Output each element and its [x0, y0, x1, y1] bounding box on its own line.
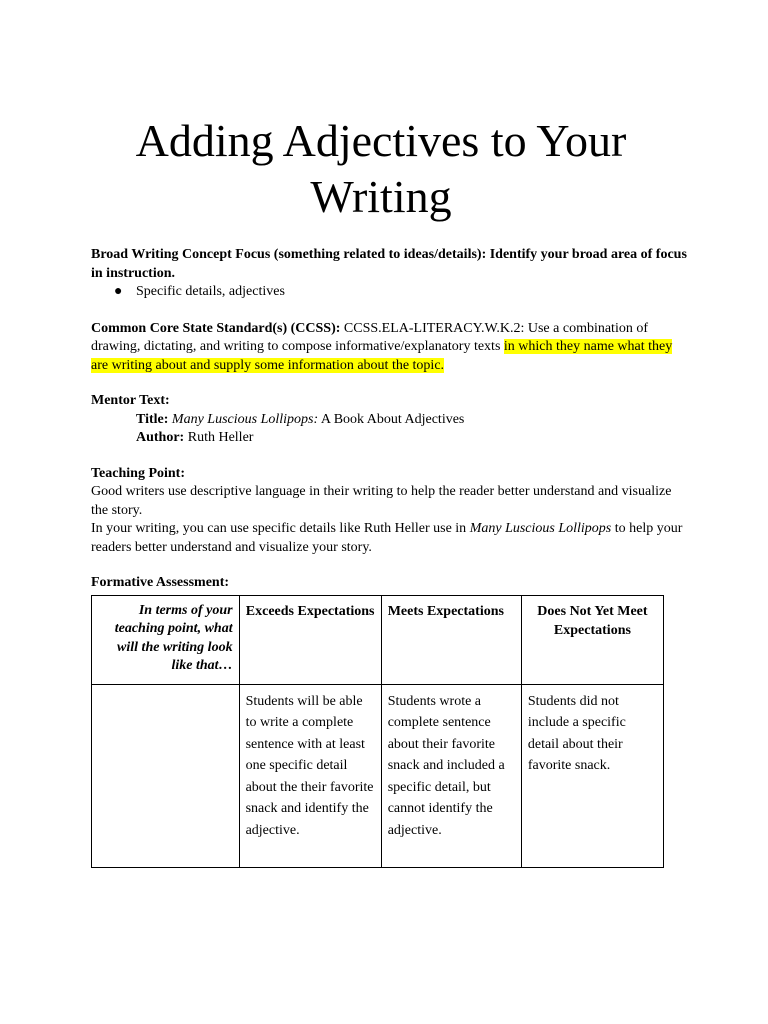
focus-list — [91, 283, 691, 302]
mentor-label: Mentor Text: — [91, 393, 170, 408]
mentor-author-line — [91, 429, 691, 448]
ccss-highlighted-text: in which they name what they are writing about and supply some information about the topic. — [91, 339, 673, 373]
header-cell-meets: Meets Expectations — [381, 595, 521, 684]
mentor-title-rest: A Book About Adjectives — [318, 411, 465, 427]
header-cell-exceeds: Exceeds Expectations — [239, 595, 381, 684]
row-cell-meets: Students wrote a complete sentence about their favorite snack and included a specific detail, but cannot identify the adjective. — [381, 684, 521, 867]
mentor-section — [91, 392, 691, 448]
ccss-label: Common Core State Standard(s) (CCSS): — [91, 320, 341, 336]
teaching-line-2-start: In your writing, you can use specific details like Ruth Heller use in — [91, 521, 470, 536]
mentor-title-italic: Many Luscious Lollipops: — [171, 411, 319, 427]
mentor-author-label: Author: — [136, 430, 185, 445]
ccss-text: CCSS.ELA-LITERACY.W.K.2: Use a combination of drawing, dictating, and writing to compose informative/explanatory texts — [91, 320, 649, 354]
bullet-icon: ● — [114, 284, 123, 299]
teaching-label: Teaching Point: — [91, 465, 185, 481]
row-cell-not-yet: Students did not include a specific detail about their favorite snack. — [521, 684, 663, 867]
header-cell-not-yet: Does Not Yet Meet Expectations — [521, 595, 663, 684]
teaching-section — [91, 465, 691, 558]
header-cell-criteria: In terms of your teaching point, what will the writing look like that… — [92, 595, 240, 684]
row-cell-exceeds: Students will be able to write a complete sentence with at least one specific detail about the their favorite snack and identify the adjective. — [239, 684, 381, 867]
focus-section — [91, 246, 691, 302]
teaching-line-2 — [91, 520, 691, 557]
table-header-row — [92, 595, 664, 684]
mentor-title-label: Title: — [136, 411, 169, 427]
document-page — [91, 0, 691, 868]
row-cell-criteria — [92, 684, 240, 867]
mentor-title-line — [91, 411, 691, 430]
focus-bullet-text: Specific details, adjectives — [136, 284, 285, 299]
formative-label: Formative Assessment: — [91, 575, 230, 590]
teaching-line-2-end: to help your readers better understand and visualize your story. — [91, 521, 683, 555]
rubric-table — [91, 595, 664, 868]
document-title: Adding Adjectives to Your Writing — [135, 115, 627, 222]
teaching-line-2-italic: Many Luscious Lollipops — [469, 521, 612, 536]
list-item — [91, 283, 691, 302]
teaching-line-1: Good writers use descriptive language in their writing to help the reader better understand and visualize the story. — [91, 484, 672, 518]
focus-label: Broad Writing Concept Focus (something related to ideas/details): Identify your broad area of focus in instruction. — [91, 247, 687, 281]
mentor-author: Ruth Heller — [184, 430, 254, 445]
formative-section — [91, 574, 691, 868]
table-row — [92, 684, 664, 867]
ccss-section — [91, 320, 691, 376]
